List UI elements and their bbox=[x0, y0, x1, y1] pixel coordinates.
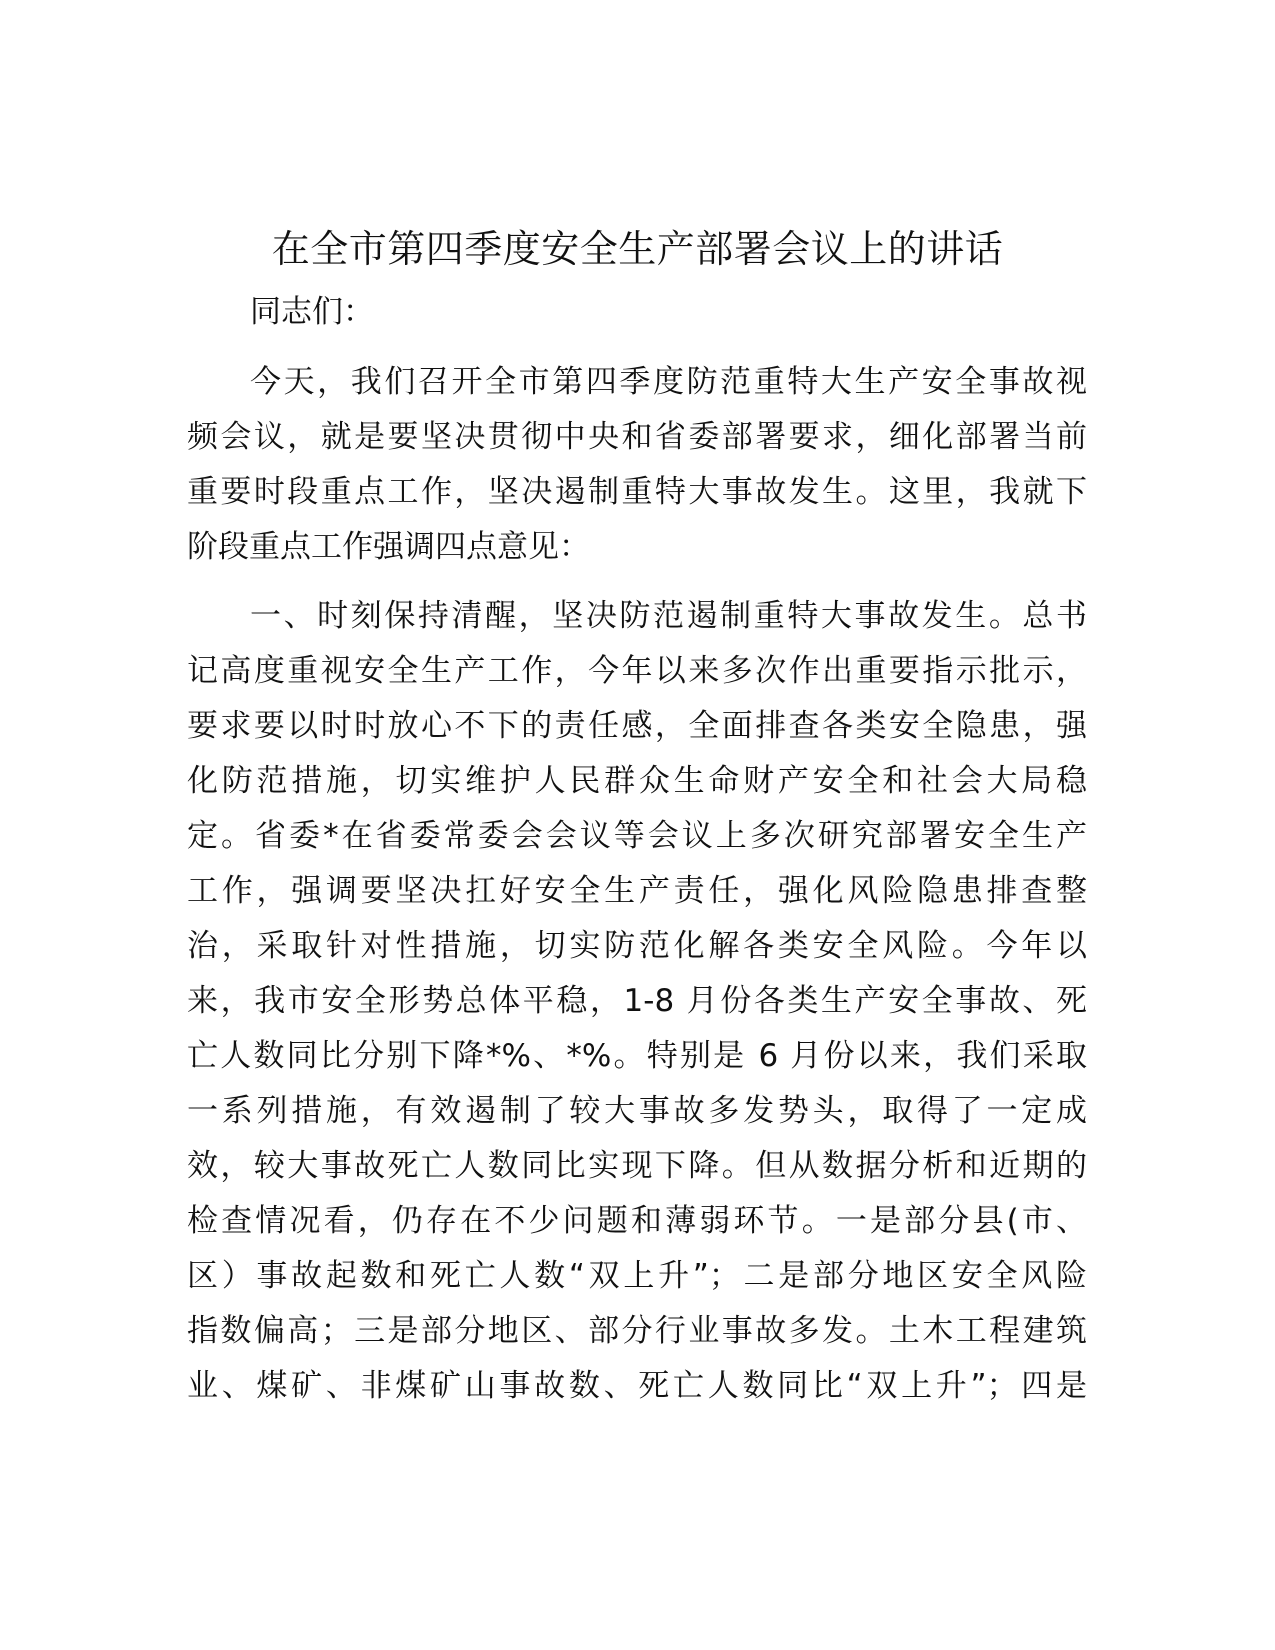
paragraph2-line-5: 定。省委*在省委常委会会议等会议上多次研究部署安全生产 bbox=[187, 818, 1087, 854]
paragraph2-line-13: 区）事故起数和死亡人数“双上升”；二是部分地区安全风险 bbox=[187, 1258, 1087, 1294]
paragraph1-line-2: 频会议，就是要坚决贯彻中央和省委部署要求，细化部署当前 bbox=[187, 419, 1087, 455]
paragraph2-line-9: 亡人数同比分别下降*%、*%。特别是 6 月份以来，我们采取 bbox=[187, 1038, 1087, 1074]
salutation: 同志们： bbox=[250, 294, 374, 330]
paragraph1-line-3: 重要时段重点工作，坚决遏制重特大事故发生。这里，我就下 bbox=[187, 474, 1087, 510]
paragraph2-line-15: 业、煤矿、非煤矿山事故数、死亡人数同比“双上升”；四是 bbox=[187, 1368, 1087, 1404]
paragraph2-line-6: 工作，强调要坚决扛好安全生产责任，强化风险隐患排查整 bbox=[187, 873, 1087, 909]
paragraph2-line-2: 记高度重视安全生产工作，今年以来多次作出重要指示批示， bbox=[187, 653, 1087, 689]
paragraph1-line-1: 今天，我们召开全市第四季度防范重特大生产安全事故视 bbox=[250, 364, 1087, 400]
paragraph2-line-7: 治，采取针对性措施，切实防范化解各类安全风险。今年以 bbox=[187, 928, 1087, 964]
paragraph2-line-14: 指数偏高；三是部分地区、部分行业事故多发。土木工程建筑 bbox=[187, 1313, 1087, 1349]
paragraph2-line-12: 检查情况看，仍存在不少问题和薄弱环节。一是部分县(市、 bbox=[187, 1203, 1087, 1239]
paragraph2-line-3: 要求要以时时放心不下的责任感，全面排查各类安全隐患，强 bbox=[187, 708, 1087, 744]
paragraph2-line-4: 化防范措施，切实维护人民群众生命财产安全和社会大局稳 bbox=[187, 763, 1087, 799]
paragraph2-line-1: 一、时刻保持清醒，坚决防范遏制重特大事故发生。总书 bbox=[250, 598, 1087, 634]
paragraph2-line-11: 效，较大事故死亡人数同比实现下降。但从数据分析和近期的 bbox=[187, 1148, 1087, 1184]
document-title: 在全市第四季度安全生产部署会议上的讲话 bbox=[271, 227, 1004, 271]
paragraph2-line-8: 来，我市安全形势总体平稳，1-8 月份各类生产安全事故、死 bbox=[187, 983, 1087, 1019]
paragraph2-line-10: 一系列措施，有效遏制了较大事故多发势头，取得了一定成 bbox=[187, 1093, 1087, 1129]
paragraph1-line-4: 阶段重点工作强调四点意见： bbox=[187, 529, 590, 565]
